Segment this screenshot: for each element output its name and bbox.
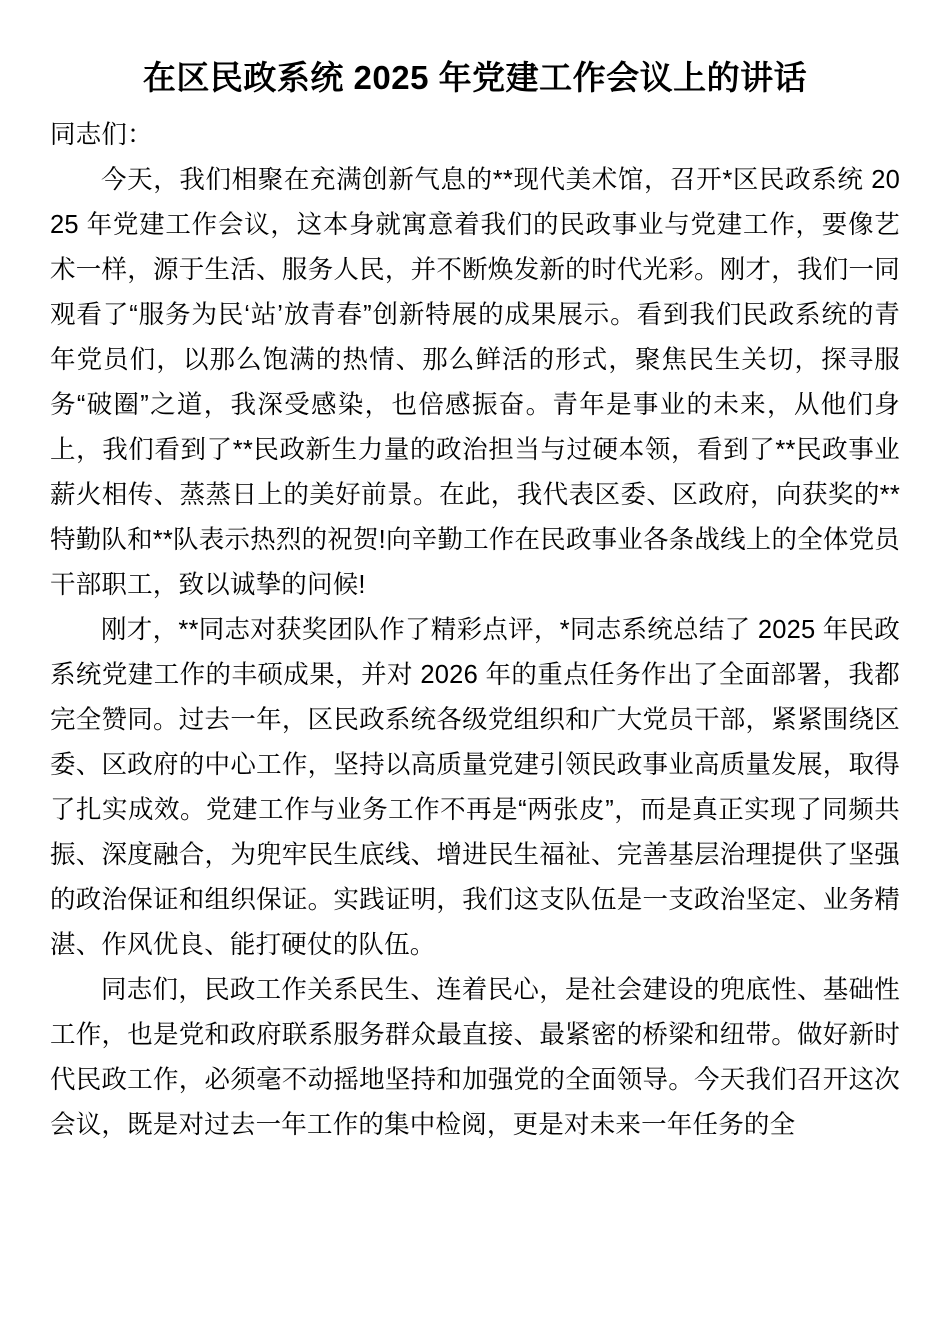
salutation: 同志们： — [50, 120, 153, 149]
body-paragraph-2: 刚才，**同志对获奖团队作了精彩点评，*同志系统总结了 2025 年民政系统党建工作的丰硕成果，并对 2026 年的重点任务作出了全面部署，我都完全赞同。过去一年，区民政系统各级党组织和广大党员干部，紧紧围绕区委、区政府的中心工作，坚持以高质量党建引领民政事业高质量发展，取得了扎实成效。党建工作与业务工作不再是“两张皮”，而是真正实现了同频共振、深度融合，为兜牢民生底线、增进民生福祉、完善基层治理提供了坚强的政治保证和组织保证。实践证明，我们这支队伍是一支政治坚定、业务精湛、作风优良、能打硬仗的队伍。 — [50, 615, 900, 959]
body-paragraph-1: 今天，我们相聚在充满创新气息的**现代美术馆，召开*区民政系统 2025 年党建工作会议，这本身就寓意着我们的民政事业与党建工作，要像艺术一样，源于生活、服务人民，并不断焕发新的时代光彩。刚才，我们一同观看了“服务为民‘站’放青春”创新特展的成果展示。看到我们民政系统的青年党员们，以那么饱满的热情、那么鲜活的形式，聚焦民生关切，探寻服务“破圈”之道，我深受感染，也倍感振奋。青年是事业的未来，从他们身上，我们看到了**民政新生力量的政治担当与过硬本领，看到了**民政事业薪火相传、蒸蒸日上的美好前景。在此，我代表区委、区政府，向获奖的**特勤队和**队表示热烈的祝贺!向辛勤工作在民政事业各条战线上的全体党员干部职工，致以诚挚的问候! — [50, 165, 900, 599]
page-bottom-clip — [0, 1290, 950, 1344]
page-title: 在区民政系统 2025 年党建工作会议上的讲话 — [142, 59, 808, 96]
body-paragraph-3: 同志们，民政工作关系民生、连着民心，是社会建设的兜底性、基础性工作，也是党和政府联系服务群众最直接、最紧密的桥梁和纽带。做好新时代民政工作，必须毫不动摇地坚持和加强党的全面领导。今天我们召开这次会议，既是对过去一年工作的集中检阅，更是对未来一年任务的全 — [50, 975, 900, 1139]
